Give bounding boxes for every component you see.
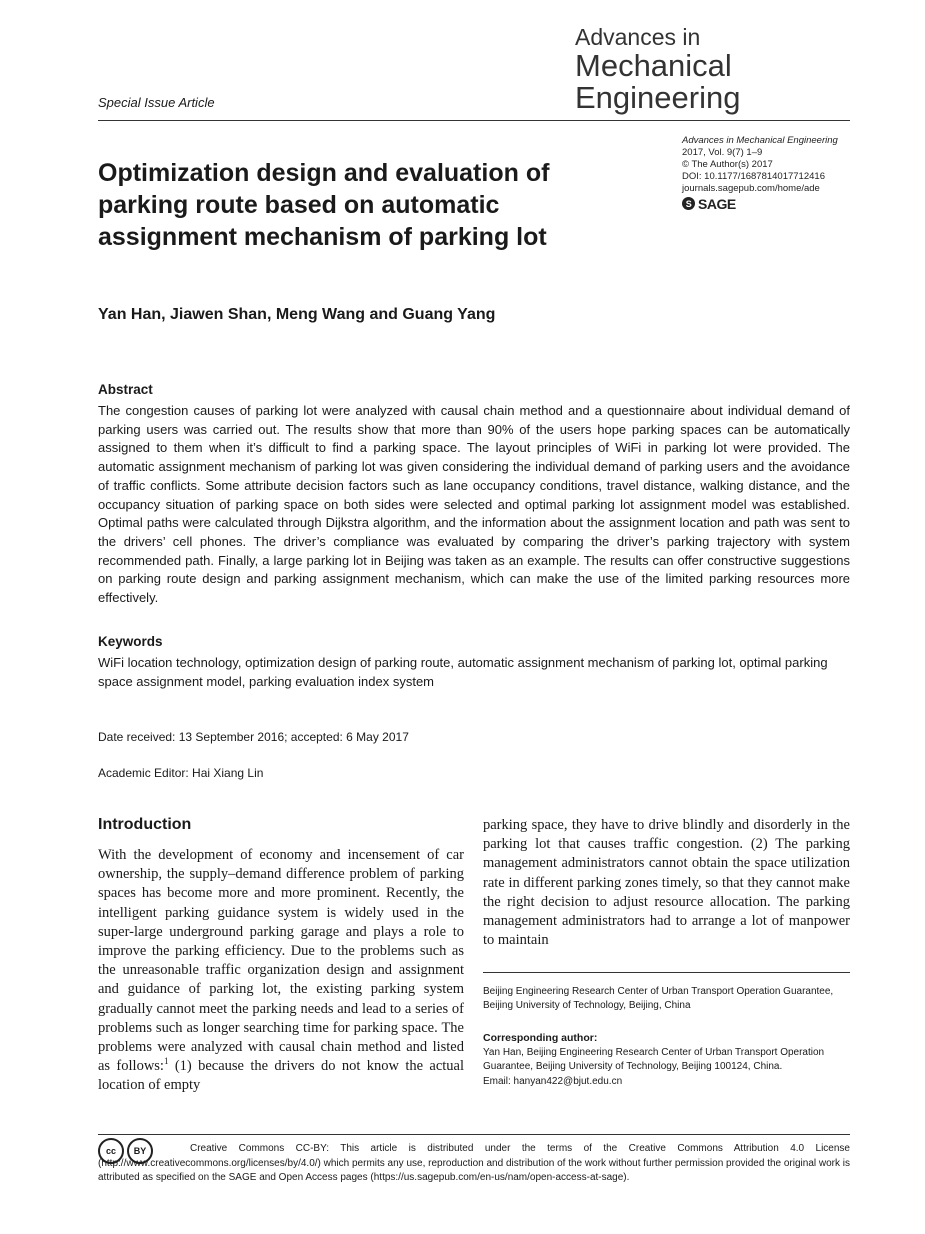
article-authors: Yan Han, Jiawen Shan, Meng Wang and Guang Yang: [98, 306, 496, 323]
meta-url[interactable]: journals.sagepub.com/home/ade: [682, 183, 820, 194]
abstract-text: The congestion causes of parking lot were analyzed with causal chain method and a questionnaire about individual demand of parking users was carried out. The results show that more than 90% of the users hope parking spaces can be automatically assigned to them when it’s difficult to find a parking space. The layout principles of WiFi in parking lot were provided. The automatic assignment mechanism of parking lot was given considering the individual demand of parking users and the avoidance of traffic conflicts. Some attribute decision factors such as lane occupancy conditions, travel distance, walking distance, and the occupancy situation of parking space on both sides were selected and optimal parking lot assignment model was established. Optimal paths were calculated through Dijkstra algorithm, and the information about the assignment location and path was sent to the drivers’ cell phones. The driver’s compliance was evaluated by comparing the driver’s parking trajectory with system recommended path. Finally, a large parking lot in Beijing was taken as an example. The results can offer constructive suggestions on parking route design and parking assignment mechanism, which can make the use of the limited parking resources more effectively.: [98, 403, 850, 606]
license-text: Creative Commons CC-BY: This article is distributed under the terms of the Creative Commons Attribution 4.0 License (http://www.creativecommons.org/licenses/by/4.0/) which permits any use, reproduction and distribution of the work without further permission provided the original work is attributed as specified on the SAGE and Open Access pages (https://us.sagepub.com/en-us/nam/open-access-at-sage).: [98, 1143, 851, 1184]
article-title: Optimization design and evaluation of parking route based on automatic assignment mechanism of parking lot: [98, 159, 550, 251]
citation-ref[interactable]: 1: [163, 1056, 169, 1067]
by-icon: BY: [127, 1138, 153, 1164]
keywords-heading: Keywords: [98, 634, 163, 649]
footer-divider: [98, 1134, 850, 1135]
meta-volume: 2017, Vol. 9(7) 1–9: [682, 147, 763, 158]
journal-logo-line2: Mechanical: [575, 48, 732, 83]
sage-logo: [682, 197, 882, 210]
publisher-name: SAGE: [698, 195, 736, 212]
corresponding-author-email[interactable]: Email: hanyan422@bjut.edu.cn: [483, 1075, 623, 1087]
date-received: Date received: 13 September 2016; accepted: 6 May 2017: [98, 730, 409, 744]
intro-heading: Introduction: [98, 816, 192, 833]
intro-right-column: parking space, they have to drive blindly and disorderly in the parking lot that causes traffic congestion. (2) The parking management administrators cannot obtain the space utilization rate in different parking zones timely, so that they cannot make the right decision to adjust resource allocation. The parking management administrators had to arrange a lot of manpower to maintain: [483, 817, 850, 949]
meta-doi[interactable]: DOI: 10.1177/1687814017712416: [682, 171, 825, 182]
intro-left-text-a: With the development of economy and incensement of car ownership, the supply–demand difference problem of parking spaces has become more and more prominent. Recently, the intelligent parking guidance system is widely used in the super-large underground parking garage and plays a role to improve the parking efficiency. Due to the problems such as the unreasonable traffic organization design and assignment and guidance of parking lot, the existing parking system gradually cannot meet the parking needs and lead to a series of problems such as longer searching time for parking space. The problems were analyzed with causal chain method and listed as follows:: [98, 847, 464, 1075]
intro-left-column: [98, 846, 464, 1096]
corresponding-author-heading: Corresponding author:: [483, 1032, 598, 1044]
journal-logo: [575, 24, 835, 114]
article-metadata: [682, 135, 882, 210]
academic-editor: Academic Editor: Hai Xiang Lin: [98, 766, 264, 780]
meta-copyright: © The Author(s) 2017: [682, 159, 773, 170]
intro-left-text-b: (1) because the drivers do not know the actual location of empty: [98, 1058, 464, 1094]
meta-journal: Advances in Mechanical Engineering: [682, 135, 838, 146]
abstract-heading: Abstract: [98, 382, 153, 397]
corresponding-author-block: [483, 1046, 850, 1089]
header-divider: [98, 120, 850, 121]
article-type: Special Issue Article: [98, 95, 215, 110]
cc-icon: cc: [98, 1138, 124, 1164]
license-text-block: [98, 1142, 850, 1186]
affiliation: Beijing Engineering Research Center of Urban Transport Operation Guarantee, Beijing University of Technology, Beijing, China: [483, 986, 834, 1011]
footnote-divider: [483, 972, 850, 973]
journal-logo-line3: Engineering: [575, 80, 741, 115]
journal-logo-line1: Advances in: [575, 24, 701, 50]
sage-circle-icon: S: [682, 197, 695, 210]
keywords-text: WiFi location technology, optimization design of parking route, automatic assignment mechanism of parking lot, optimal parking space assignment model, parking evaluation index system: [98, 655, 828, 689]
corresponding-author-text: Yan Han, Beijing Engineering Research Center of Urban Transport Operation Guarantee, Beijing University of Technology, Beijing 100124, China.: [483, 1047, 825, 1073]
